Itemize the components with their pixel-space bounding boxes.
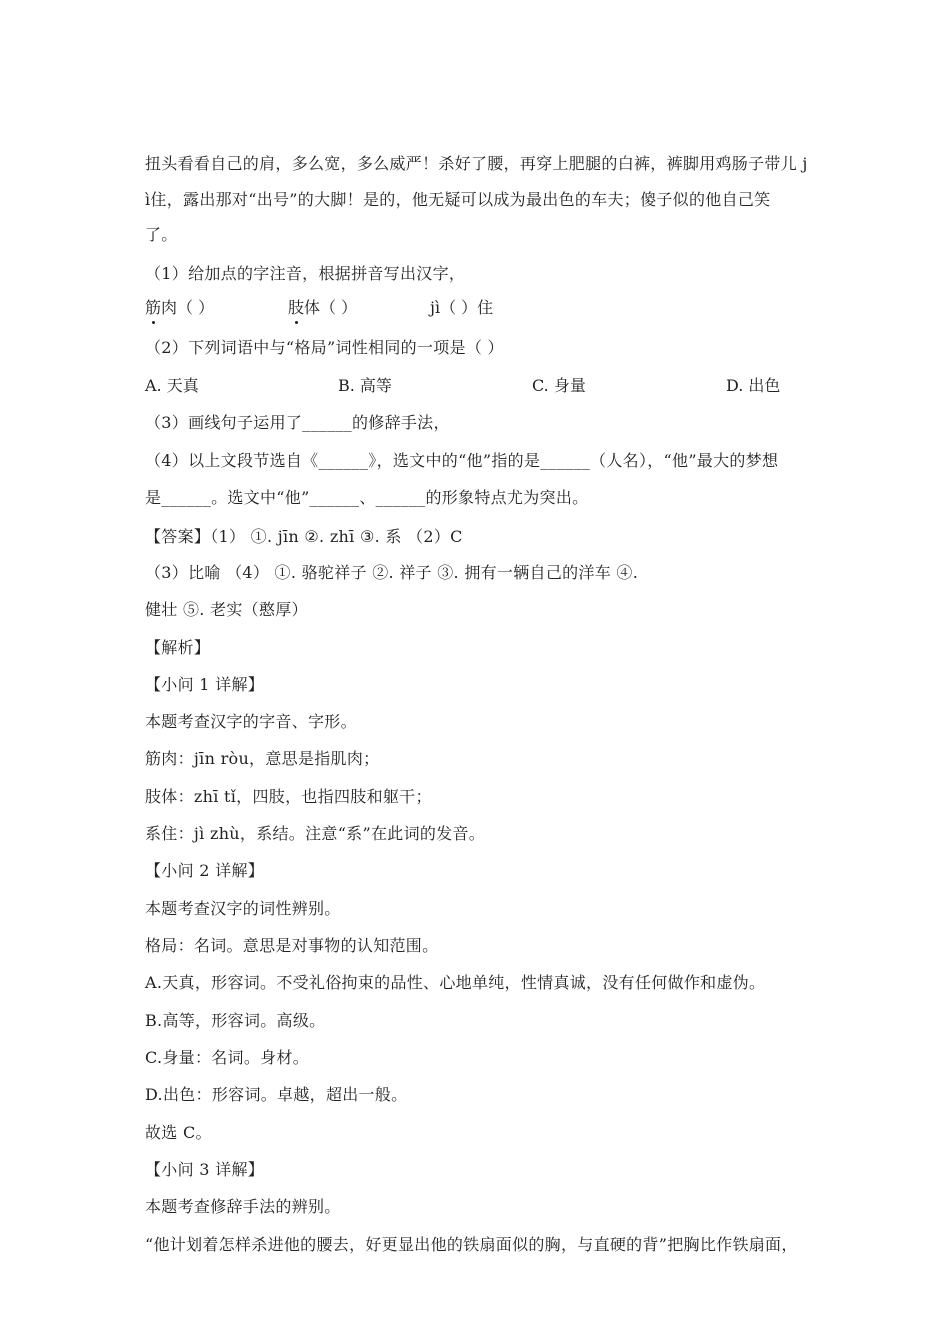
section-3-intro: 本题考查修辞手法的辨别。 [145,1197,341,1216]
q2-prompt: （2）下列词语中与“格局”词性相同的一项是（ ） [145,338,504,357]
section-3-line-a: “他计划着怎样杀进他的腰去，好更显出他的铁扇面似的胸，与直硬的背”把胸比作铁扇面， [145,1235,798,1254]
section-1-line-c: 系住：jì zhù，系结。注意“系”在此词的发音。 [145,824,486,843]
q1-prompt: （1）给加点的字注音，根据拼音写出汉字， [145,264,466,283]
q1-item-2: 肢体（ ） [288,298,358,317]
section-2-intro: 本题考查汉字的词性辨别。 [145,899,341,918]
q2-option-a: A. 天真 [145,376,199,395]
q2-option-c: C. 身量 [532,376,586,395]
section-2-line-b: A.天真，形容词。不受礼俗拘束的品性、心地单纯，性情真诚，没有任何做作和虚伪。 [145,973,766,992]
passage-line-3: 了。 [145,225,178,244]
section-2-line-a: 格局：名词。意思是对事物的认知范围。 [145,936,439,955]
section-2-title: 【小问 2 详解】 [145,861,265,880]
q3-prompt: （3）画线句子运用了______的修辞手法， [145,413,450,432]
analysis-header: 【解析】 [145,638,211,657]
q2-option-b: B. 高等 [338,376,392,395]
passage-line-1: 扭头看看自己的肩，多么宽，多么威严！杀好了腰，再穿上肥腿的白裤，裤脚用鸡肠子带儿 j [145,154,808,173]
emphasis-dot: 筋 [145,298,162,317]
section-1-line-a: 筋肉：jīn ròu，意思是指肌肉； [145,749,380,768]
section-1-title: 【小问 1 详解】 [145,675,265,694]
answer-line-3: 健壮 ⑤. 老实（憨厚） [145,600,308,619]
emphasis-dot: 肢 [288,298,305,317]
q4-line-2: 是______。选文中“他”______、______的形象特点尤为突出。 [145,488,589,507]
section-2-line-f: 故选 C。 [145,1123,212,1142]
q1-item-3: jì（ ）住 [430,298,494,317]
section-2-line-e: D.出色：形容词。卓越，超出一般。 [145,1085,408,1104]
section-2-line-d: C.身量：名词。身材。 [145,1048,310,1067]
section-2-line-c: B.高等，形容词。高级。 [145,1011,326,1030]
section-3-title: 【小问 3 详解】 [145,1160,265,1179]
q1-item-1: 筋肉（ ） [145,298,215,317]
q2-option-d: D. 出色 [726,376,781,395]
section-1-line-b: 肢体：zhī tǐ，四肢，也指四肢和躯干； [145,787,432,806]
q4-line-1: （4）以上文段节选自《______》，选文中的“他”指的是______（人名），“他”最大的梦想 [145,451,779,470]
passage-line-2: ì住，露出那对“出号”的大脚！是的，他无疑可以成为最出色的车夫；傻子似的他自己笑 [145,190,771,209]
answer-line-1: 【答案】（1） ①. jīn ②. zhī ③. 系 （2）C [145,527,463,546]
answer-line-2: （3）比喻 （4） ①. 骆驼祥子 ②. 祥子 ③. 拥有一辆自己的洋车 ④. [145,563,639,582]
section-1-intro: 本题考查汉字的字音、字形。 [145,712,357,731]
